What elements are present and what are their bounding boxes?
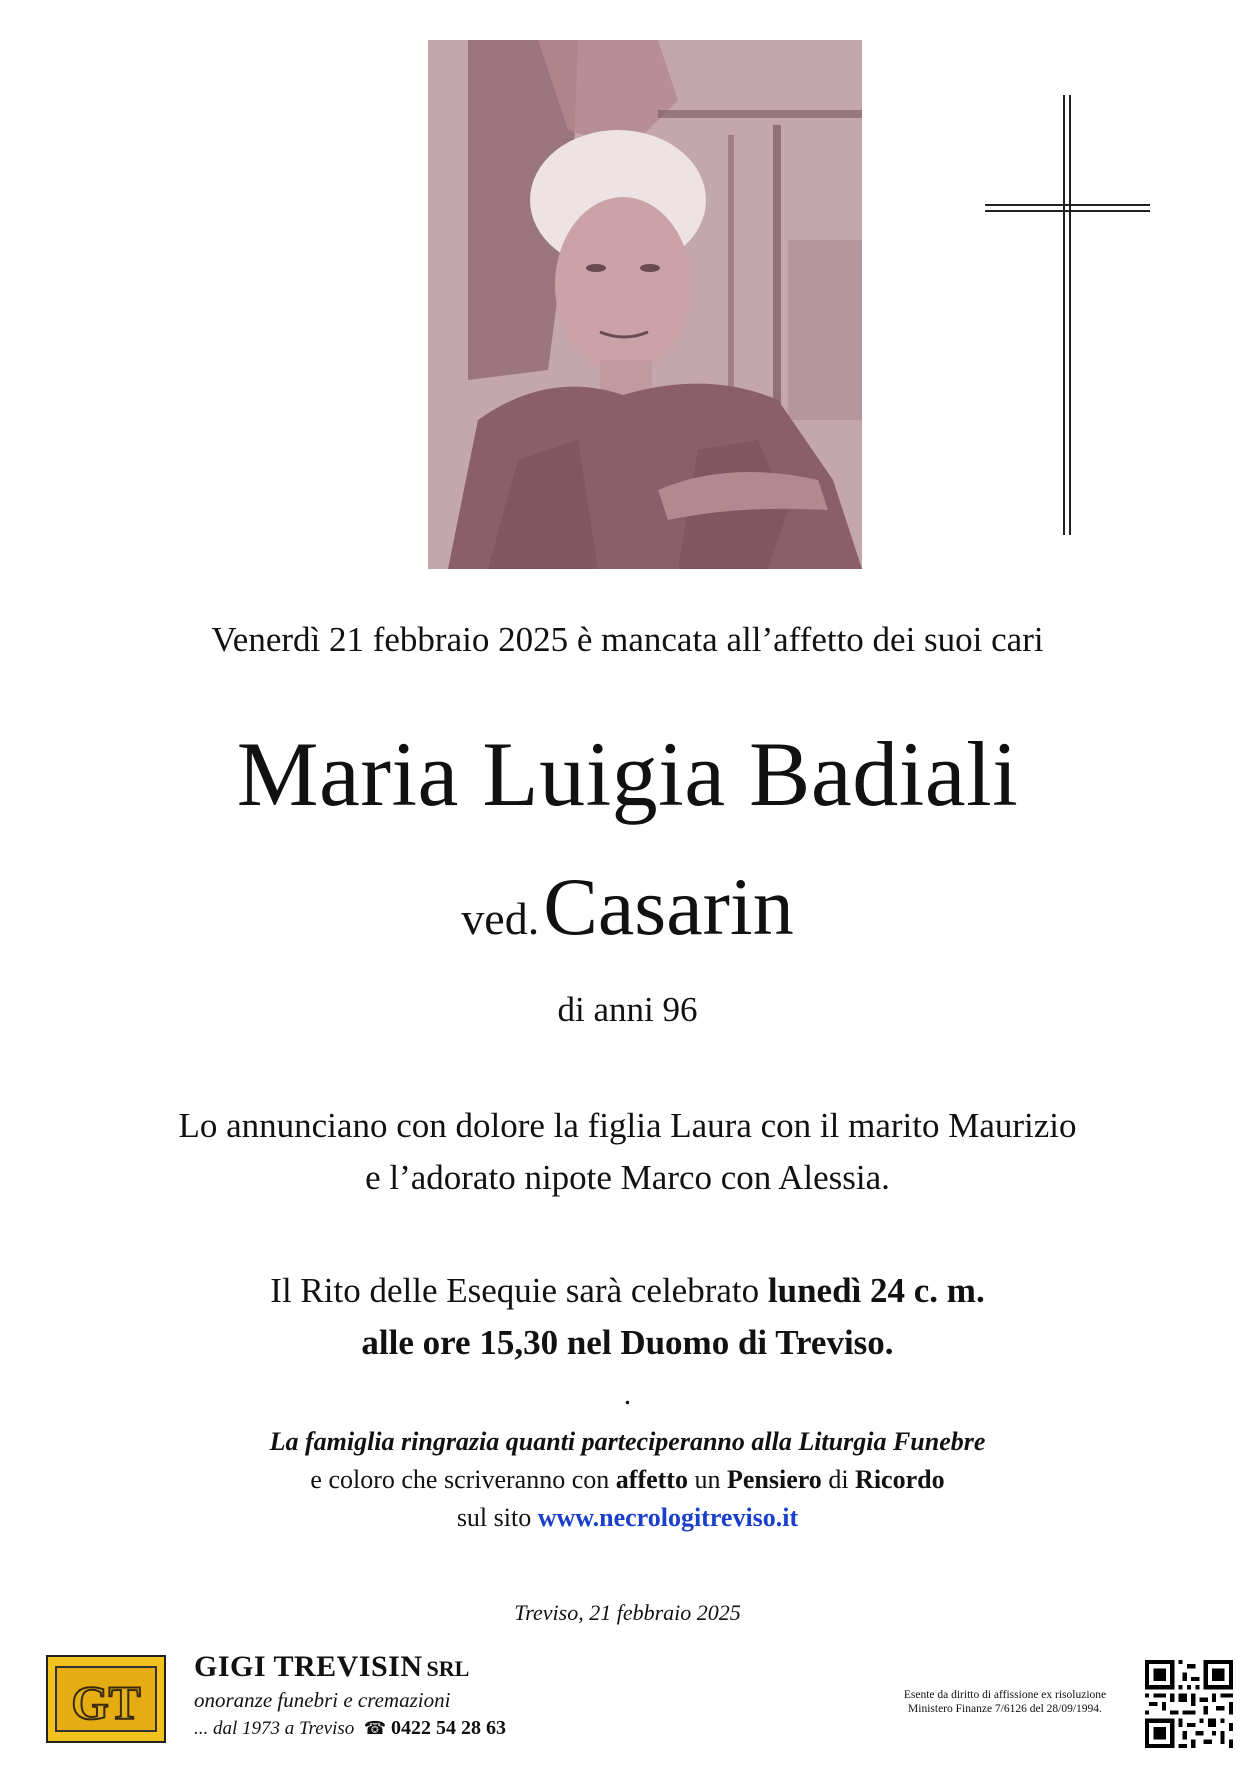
exemption-line: Ministero Finanze 7/6126 del 28/09/1994. xyxy=(908,1703,1102,1715)
thanks-text: e coloro che scriveranno con xyxy=(310,1465,616,1494)
tax-exemption-note xyxy=(880,1688,1130,1716)
phone-icon: ☎ xyxy=(363,1718,387,1738)
rite-line xyxy=(0,1317,1255,1369)
thanks-bold: Ricordo xyxy=(855,1465,945,1494)
thanks-line: La famiglia ringrazia quanti parteciperanno alla Liturgia Funebre xyxy=(269,1427,986,1456)
funeral-rite xyxy=(0,1265,1255,1369)
age-text: di anni 96 xyxy=(557,990,698,1029)
announcement-line: e l’adorato nipote Marco con Alessia. xyxy=(365,1158,890,1197)
company-info xyxy=(194,1650,506,1740)
rite-time-place: alle ore 15,30 nel Duomo di Treviso. xyxy=(361,1323,894,1362)
thanks-text: sul sito xyxy=(456,1503,538,1532)
svg-text:GT: GT xyxy=(71,1677,141,1730)
ved-label: ved. xyxy=(461,893,540,944)
announcement xyxy=(0,1100,1255,1204)
married-name-line xyxy=(0,861,1255,952)
company-tagline: onoranze funebri e cremazioni xyxy=(194,1688,451,1712)
company-phone: 0422 54 28 63 xyxy=(390,1717,506,1739)
thanks-line xyxy=(0,1499,1255,1537)
qr-code[interactable] xyxy=(1145,1660,1233,1748)
deceased-name: Maria Luigia Badiali xyxy=(236,723,1019,825)
separator-dot: . xyxy=(623,1378,632,1411)
thanks-bold: affetto xyxy=(615,1465,688,1494)
portrait-photo xyxy=(428,40,862,569)
since-text: ... dal 1973 a Treviso xyxy=(194,1718,355,1739)
dateline: Treviso, 21 febbraio 2025 xyxy=(514,1600,741,1625)
intro-text: Venerdì 21 febbraio 2025 è mancata all’affetto dei suoi cari xyxy=(211,620,1044,659)
gt-logo xyxy=(46,1655,166,1743)
announcement-line: Lo annunciano con dolore la figlia Laura con il marito Maurizio xyxy=(178,1106,1077,1145)
website-link[interactable]: www.necrologitreviso.it xyxy=(537,1503,799,1532)
exemption-line: Esente da diritto di affissione ex risoluzione xyxy=(903,1689,1107,1701)
thanks-text: un xyxy=(687,1465,727,1494)
company-name: GIGI TREVISIN xyxy=(194,1650,423,1683)
company-since xyxy=(194,1717,506,1740)
thanks-block xyxy=(0,1423,1255,1537)
thanks-text: di xyxy=(821,1465,856,1494)
thanks-line xyxy=(0,1461,1255,1499)
married-surname: Casarin xyxy=(543,861,794,952)
rite-line xyxy=(0,1265,1255,1317)
thanks-bold: Pensiero xyxy=(726,1465,822,1494)
rite-prefix: Il Rito delle Esequie sarà celebrato xyxy=(270,1271,768,1310)
rite-day: lunedì 24 c. m. xyxy=(767,1271,985,1310)
company-srl: SRL xyxy=(426,1656,470,1681)
cross-icon xyxy=(985,95,1150,535)
